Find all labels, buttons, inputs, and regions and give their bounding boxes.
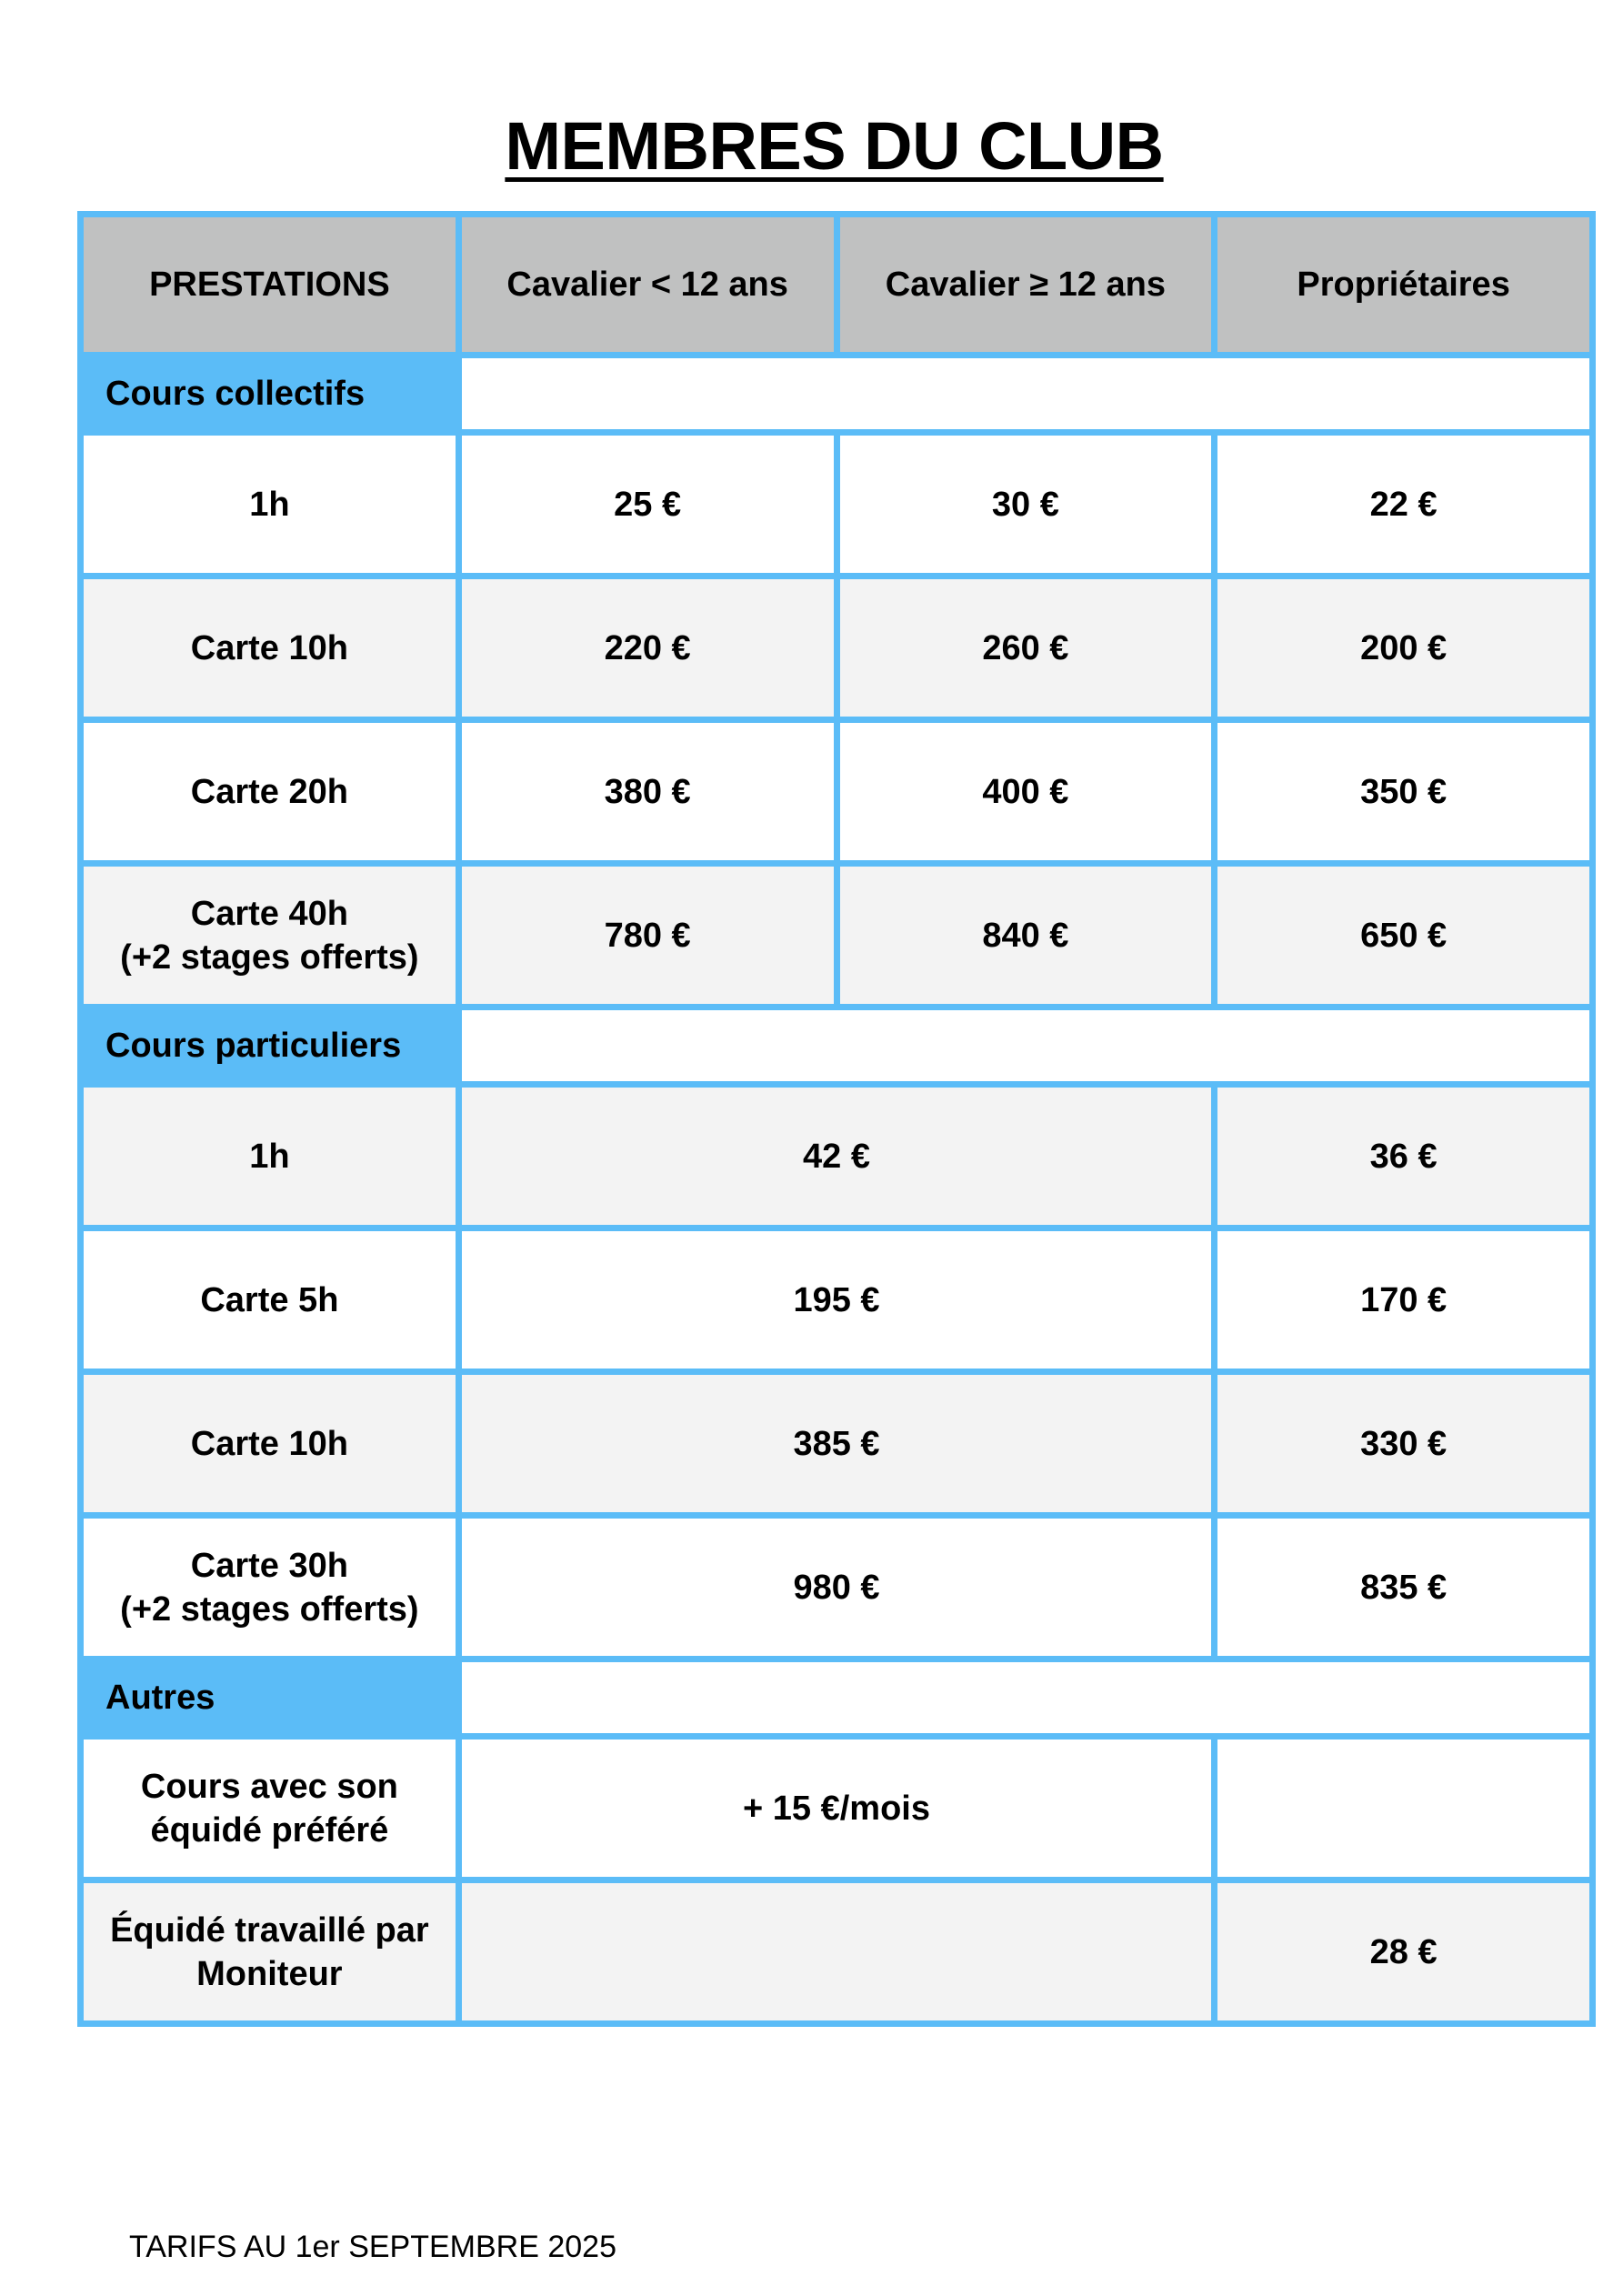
row-label: Carte 5h [81,1228,459,1372]
price-cell-riders: + 15 €/mois [458,1737,1215,1880]
table-row [81,1228,1593,1372]
section-label: Cours collectifs [81,356,459,433]
price-cell-owners: 28 € [1215,1880,1593,2024]
table-row [81,1085,1593,1228]
price-cell-owners: 835 € [1215,1516,1593,1659]
price-cell: 220 € [458,577,837,720]
row-label: Cours avec son équidé préféré [81,1737,459,1880]
page-title: MEMBRES DU CLUB [505,108,1164,184]
price-cell-riders: 195 € [458,1228,1215,1372]
price-cell: 30 € [837,433,1215,577]
price-cell: 400 € [837,720,1215,864]
price-cell-owners [1215,1737,1593,1880]
row-label: Équidé travaillé par Moniteur [81,1880,459,2024]
section-row-autres [81,1659,1593,1737]
section-label: Cours particuliers [81,1008,459,1085]
price-cell: 840 € [837,864,1215,1008]
price-table [77,211,1596,2027]
table-row [81,1516,1593,1659]
section-row-cours-particuliers [81,1008,1593,1085]
row-label: 1h [81,433,459,577]
row-label: Carte 10h [81,1372,459,1516]
section-fill [458,1008,1592,1085]
row-label: 1h [81,1085,459,1228]
row-label: Carte 10h [81,577,459,720]
table-row [81,1880,1593,2024]
price-cell-riders: 42 € [458,1085,1215,1228]
price-cell-riders [458,1880,1215,2024]
price-cell: 22 € [1215,433,1593,577]
table-row [81,864,1593,1008]
table-row [81,433,1593,577]
section-row-cours-collectifs [81,356,1593,433]
price-cell: 350 € [1215,720,1593,864]
header-row [81,215,1593,356]
price-cell: 200 € [1215,577,1593,720]
price-cell: 260 € [837,577,1215,720]
price-cell: 380 € [458,720,837,864]
header-cavalier-under-12: Cavalier < 12 ans [458,215,837,356]
table-row [81,720,1593,864]
header-proprietaires: Propriétaires [1215,215,1593,356]
price-cell-riders: 980 € [458,1516,1215,1659]
price-cell-owners: 36 € [1215,1085,1593,1228]
row-label: Carte 30h (+2 stages offerts) [81,1516,459,1659]
table-row [81,1737,1593,1880]
table-row [81,577,1593,720]
header-cavalier-12-plus: Cavalier ≥ 12 ans [837,215,1215,356]
row-label: Carte 40h (+2 stages offerts) [81,864,459,1008]
footer-note: TARIFS AU 1er SEPTEMBRE 2025 [129,2230,616,2264]
section-fill [458,356,1592,433]
header-prestations: PRESTATIONS [81,215,459,356]
table-row [81,1372,1593,1516]
row-label: Carte 20h [81,720,459,864]
price-cell-owners: 170 € [1215,1228,1593,1372]
section-fill [458,1659,1592,1737]
price-cell-owners: 330 € [1215,1372,1593,1516]
price-cell: 650 € [1215,864,1593,1008]
price-cell: 780 € [458,864,837,1008]
section-label: Autres [81,1659,459,1737]
price-cell: 25 € [458,433,837,577]
price-cell-riders: 385 € [458,1372,1215,1516]
